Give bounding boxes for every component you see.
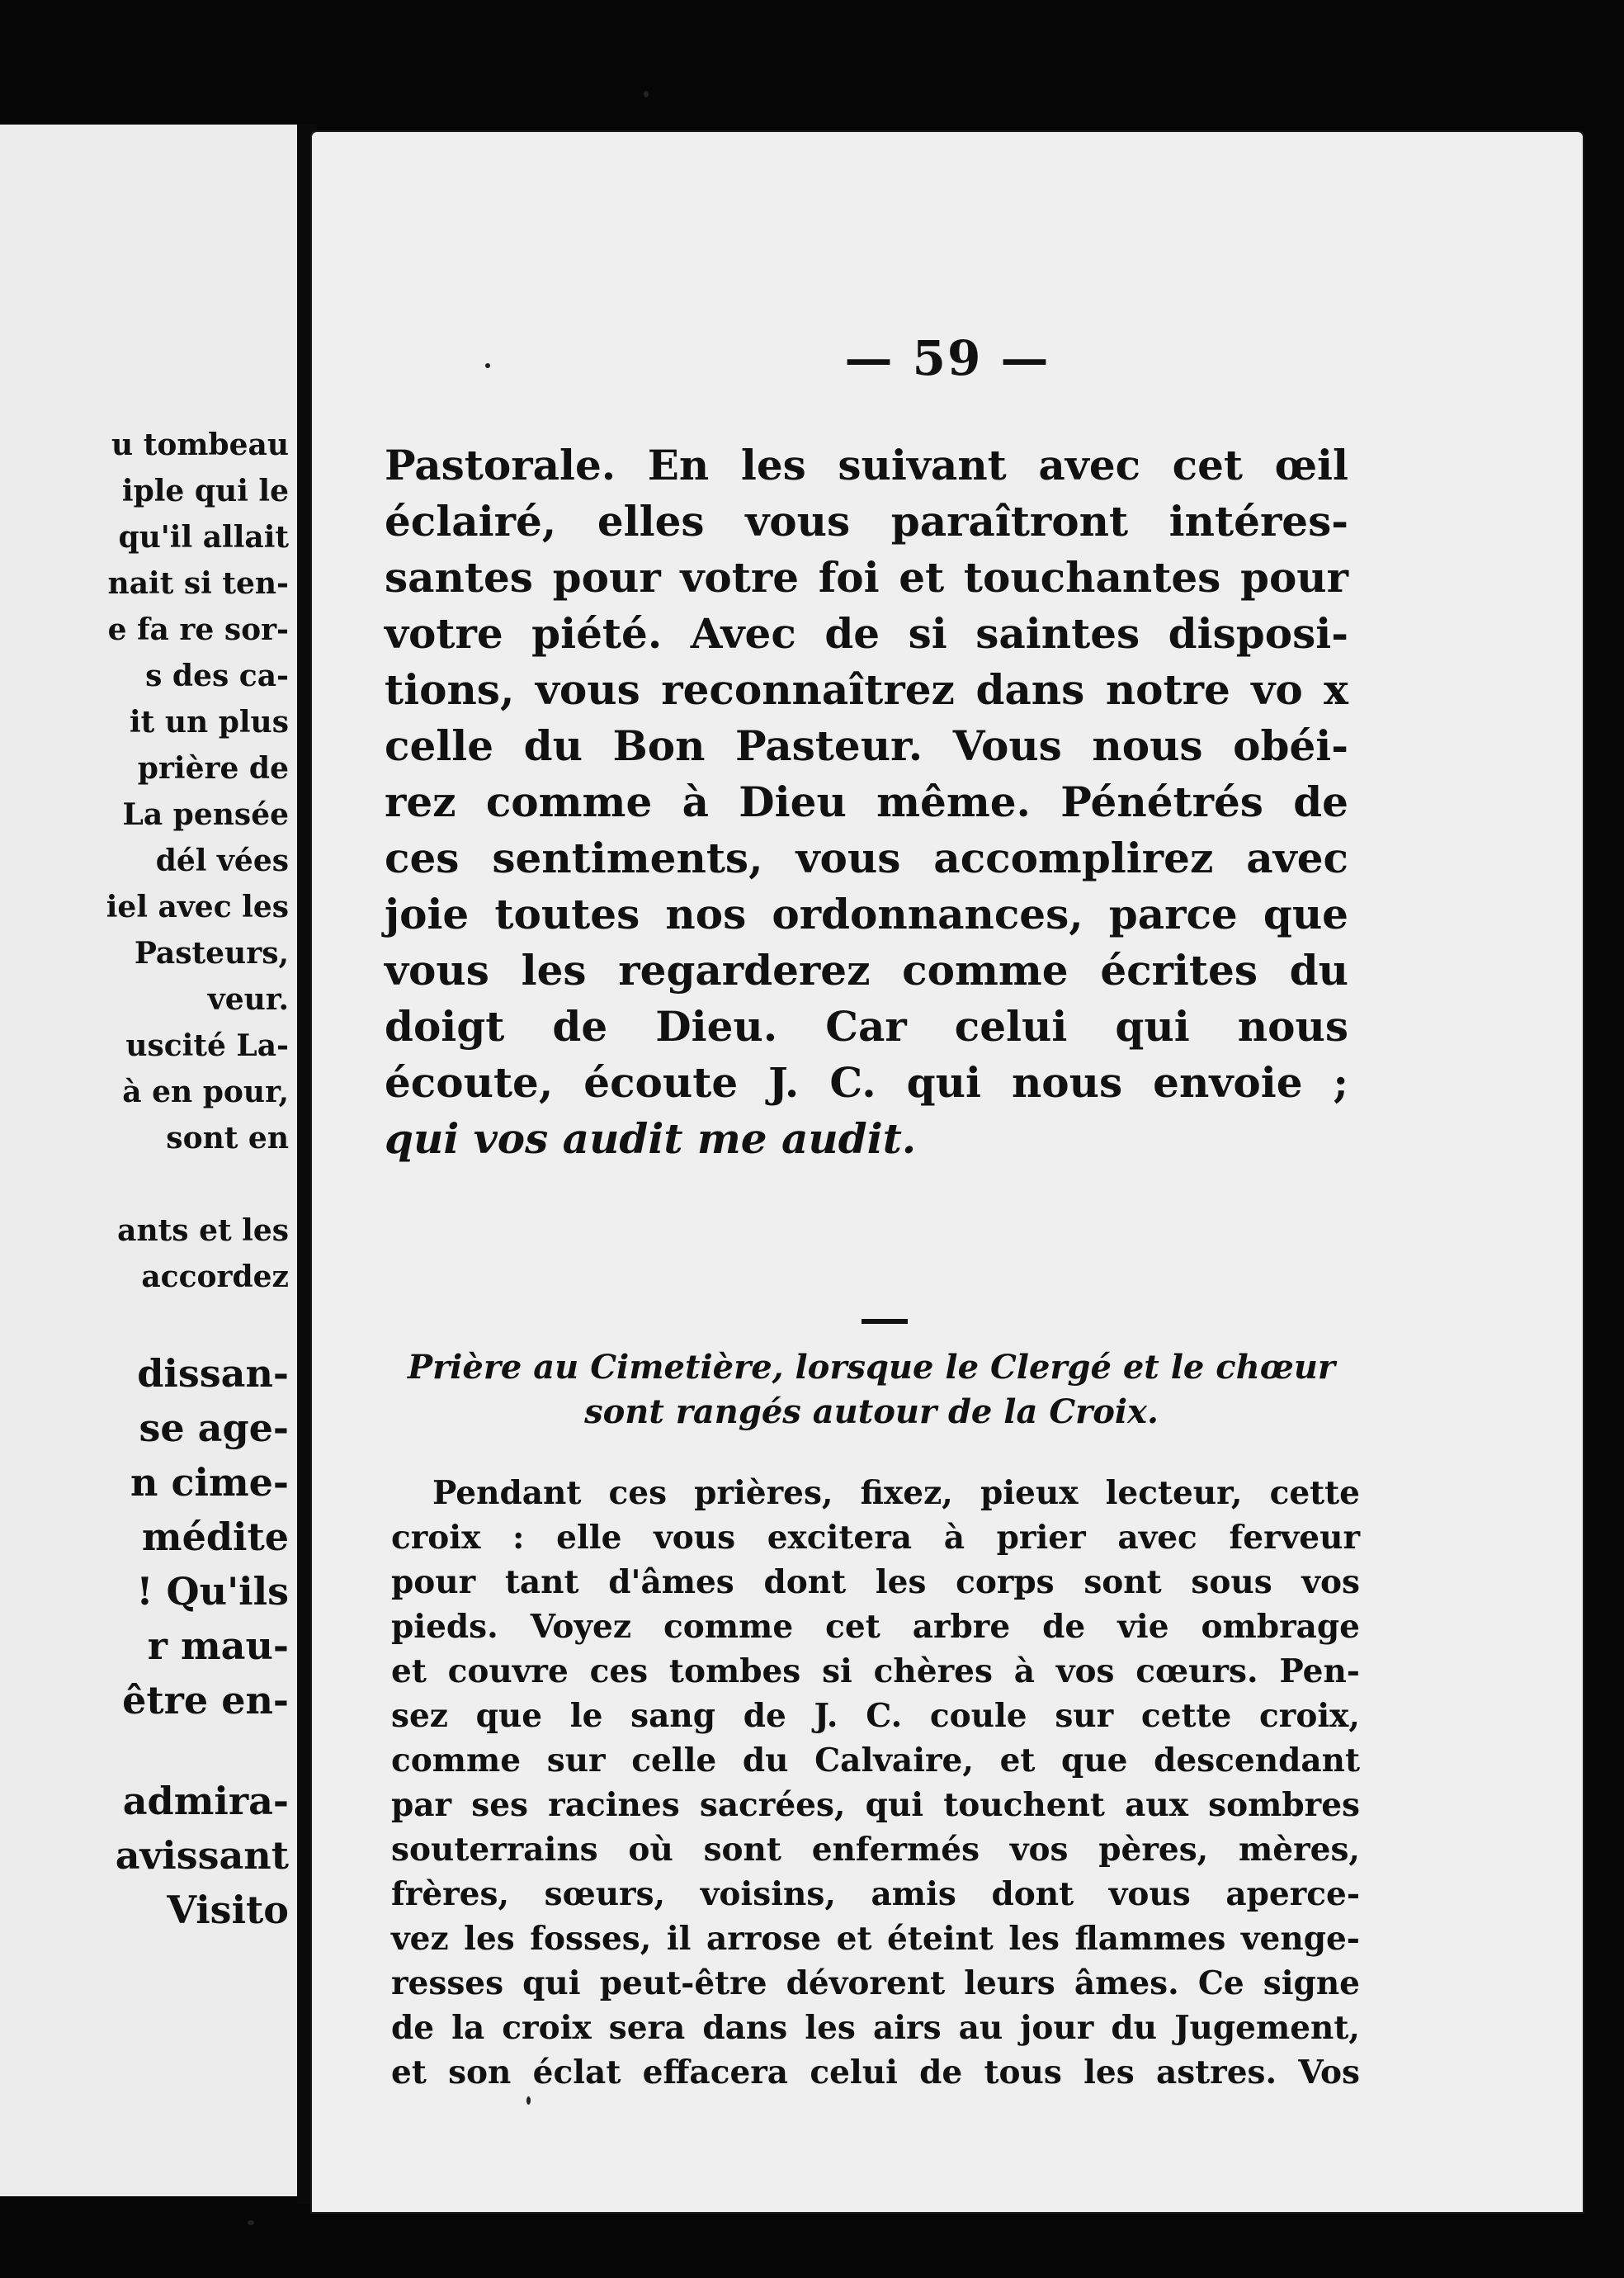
text-line: croix : elle vous excitera à prier avec ferveur (391, 1519, 1360, 1557)
text-line: pieds. Voyez comme cet arbre de vie ombrage (391, 1608, 1360, 1646)
left-line: ! Qu'ils (136, 1569, 289, 1614)
left-line: it un plus (129, 705, 289, 740)
latin-quote: qui vos audit me audit. (385, 1114, 917, 1163)
left-line: sont en (166, 1121, 289, 1156)
heading-line: sont rangés autour de la Croix. (584, 1392, 1159, 1431)
text-line: votre piété. Avec de si saintes disposi- (385, 609, 1348, 658)
left-line: prière de (137, 751, 289, 786)
scan-speck (526, 2096, 531, 2105)
text-line: Pastorale. En les suivant avec cet œil (385, 441, 1348, 489)
text-line: vous les regarderez comme écrites du (385, 946, 1348, 995)
left-line: accordez (141, 1260, 289, 1294)
left-line: Pasteurs, (134, 936, 289, 971)
scan-speck (644, 91, 649, 97)
text-line: joie toutes nos ordonnances, parce que (385, 890, 1348, 938)
text-line: celle du Bon Pasteur. Vous nous obéi- (385, 721, 1348, 770)
left-line: u tombeau (111, 428, 289, 462)
left-line: dél vées (155, 844, 289, 878)
left-page-text (0, 422, 297, 1937)
text-line: tions, vous reconnaîtrez dans notre vo x (385, 665, 1348, 714)
left-line (0, 1727, 297, 1774)
text-line: rez comme à Dieu même. Pénétrés de (385, 777, 1348, 826)
left-line: médite (141, 1515, 289, 1559)
heading-line: Prière au Cimetière, lorsque le Clergé et le chœur (408, 1348, 1335, 1387)
text-line: sez que le sang de J. C. coule sur cette croix, (391, 1697, 1360, 1735)
left-line: qu'il allait (118, 520, 289, 555)
text-line: vez les fosses, il arrose et éteint les flammes venge- (391, 1920, 1360, 1958)
left-line: dissan- (137, 1351, 289, 1396)
scan-speck (248, 2220, 254, 2225)
section-heading (385, 1345, 1358, 1434)
left-line: r mau- (147, 1623, 289, 1668)
text-line: écoute, écoute J. C. qui nous envoie ; (385, 1058, 1348, 1107)
text-line: et son éclat effacera celui de tous les astres. Vos (391, 2054, 1360, 2091)
section-divider (862, 1319, 908, 1324)
left-line: iel avec les (106, 890, 289, 924)
left-line: admira- (122, 1779, 289, 1823)
text-line: comme sur celle du Calvaire, et que descendant (391, 1742, 1360, 1779)
text-line: doigt de Dieu. Car celui qui nous (385, 1002, 1348, 1051)
left-line: se age- (139, 1406, 289, 1450)
text-line: de la croix sera dans les airs au jour du Jugement, (391, 2009, 1360, 2047)
text-line: éclairé, elles vous paraîtront intéres- (385, 497, 1348, 546)
left-line: s des ca- (145, 659, 289, 693)
text-line: et couvre ces tombes si chères à vos cœurs. Pen- (391, 1652, 1360, 1690)
text-line: santes pour votre foi et touchantes pour (385, 553, 1348, 602)
text-line: resses qui peut-être dévorent leurs âmes. Ce signe (391, 1964, 1360, 2002)
scan-speck (485, 363, 490, 368)
paragraph-cemetery-prayer (391, 1471, 1360, 2095)
left-line: e fa re sor- (107, 612, 289, 647)
paragraph-pastoral (385, 437, 1348, 1167)
text-line: Pendant ces prières, fixez, pieux lecteur, cette (432, 1474, 1360, 1512)
left-line: La pensée (122, 797, 289, 832)
right-page (312, 132, 1583, 2212)
left-line: n cime- (130, 1460, 289, 1505)
text-line: frères, sœurs, voisins, amis dont vous aperce- (391, 1875, 1360, 1913)
left-line: nait si ten- (107, 566, 289, 601)
left-line: Visito (167, 1888, 289, 1932)
left-line: être en- (122, 1678, 289, 1723)
left-line: veur. (207, 982, 289, 1017)
left-line: avissant (115, 1833, 289, 1878)
left-line: uscité La- (125, 1028, 289, 1063)
left-line: iple qui le (121, 474, 289, 508)
left-page (0, 124, 297, 2196)
left-line (0, 1300, 297, 1346)
text-line: pour tant d'âmes dont les corps sont sous vos (391, 1563, 1360, 1601)
text-line: souterrains où sont enfermés vos pères, mères, (391, 1831, 1360, 1869)
text-line: par ses racines sacrées, qui touchent aux sombres (391, 1786, 1360, 1824)
left-line: à en pour, (122, 1075, 289, 1109)
page-number: — 59 — (844, 330, 1050, 386)
text-line: ces sentiments, vous accomplirez avec (385, 834, 1348, 882)
left-line: ants et les (117, 1213, 289, 1248)
left-line (0, 1161, 297, 1208)
